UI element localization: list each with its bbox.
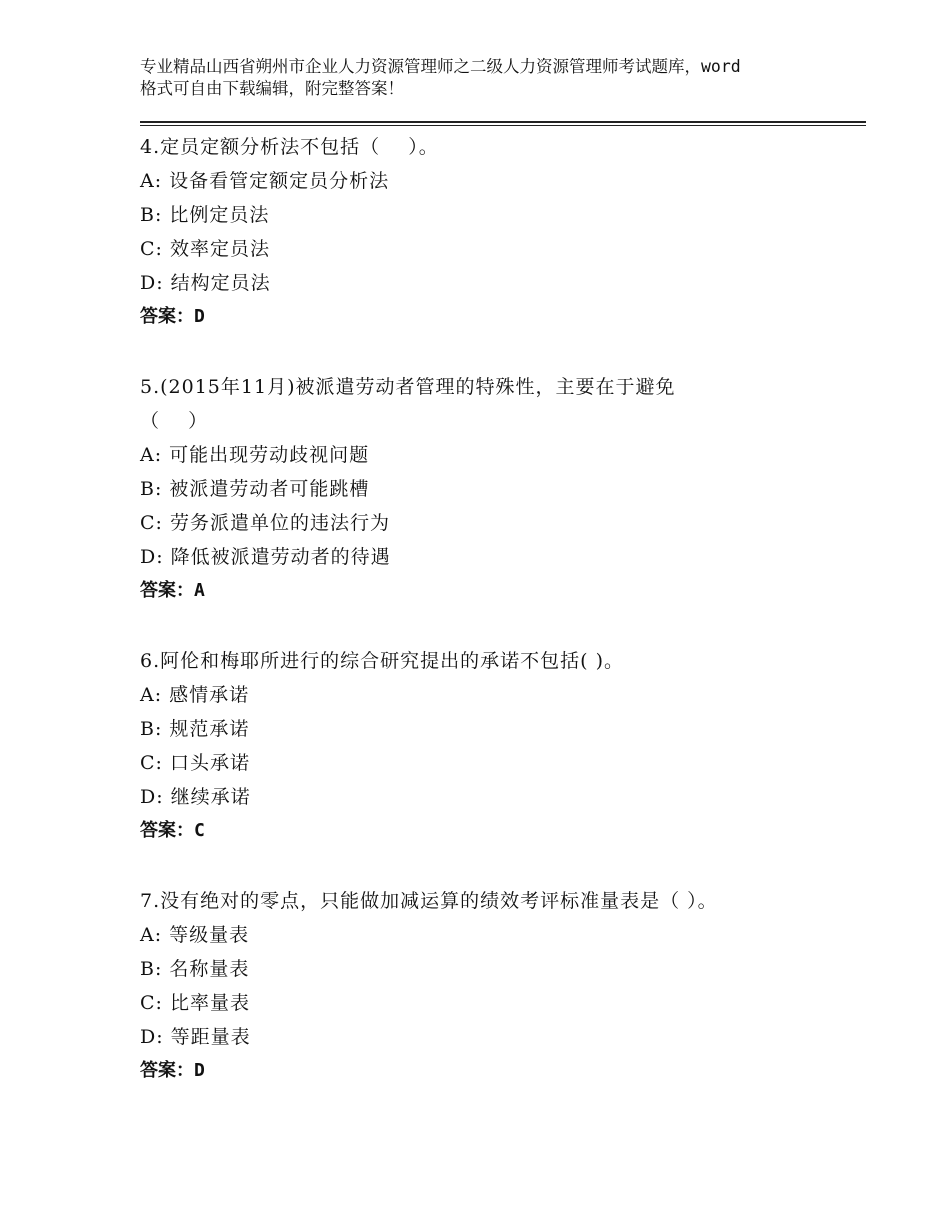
question-6 <box>140 644 866 848</box>
header-rule-thick <box>140 121 866 123</box>
option-a: A: 等级量表 <box>140 924 250 946</box>
document-header <box>140 56 830 100</box>
option-c: C: 口头承诺 <box>140 752 250 774</box>
option-c: C: 效率定员法 <box>140 238 270 260</box>
answer: 答案：D <box>140 1060 205 1081</box>
question-stem: 7.没有绝对的零点，只能做加减运算的绩效考评标准量表是（ ）。 <box>140 890 718 912</box>
option-d: D: 结构定员法 <box>140 272 271 294</box>
question-list <box>140 130 866 1124</box>
option-a: A: 可能出现劳动歧视问题 <box>140 444 370 466</box>
option-a: A: 设备看管定额定员分析法 <box>140 170 390 192</box>
question-stem: 5.(2015年11月)被派遣劳动者管理的特殊性，主要在于避免 <box>140 376 676 398</box>
option-b: B: 被派遣劳动者可能跳槽 <box>140 478 370 500</box>
question-stem: 6.阿伦和梅耶所进行的综合研究提出的承诺不包括( )。 <box>140 650 624 672</box>
question-7 <box>140 884 866 1088</box>
question-stem: 4.定员定额分析法不包括（ ）。 <box>140 136 439 158</box>
option-c: C: 劳务派遣单位的违法行为 <box>140 512 390 534</box>
question-4 <box>140 130 866 334</box>
header-line-2: 格式可自由下载编辑，附完整答案！ <box>140 79 404 98</box>
header-rule-thin <box>140 125 866 126</box>
header-line-1: 专业精品山西省朔州市企业人力资源管理师之二级人力资源管理师考试题库，word <box>140 57 741 76</box>
question-5 <box>140 370 866 608</box>
option-a: A: 感情承诺 <box>140 684 250 706</box>
option-b: B: 名称量表 <box>140 958 250 980</box>
answer: 答案：C <box>140 820 205 841</box>
option-d: D: 降低被派遣劳动者的待遇 <box>140 546 391 568</box>
question-stem-continued: （ ） <box>140 410 209 432</box>
answer: 答案：A <box>140 580 205 601</box>
answer: 答案：D <box>140 306 205 327</box>
option-b: B: 规范承诺 <box>140 718 250 740</box>
option-d: D: 等距量表 <box>140 1026 251 1048</box>
option-d: D: 继续承诺 <box>140 786 251 808</box>
option-b: B: 比例定员法 <box>140 204 270 226</box>
option-c: C: 比率量表 <box>140 992 250 1014</box>
